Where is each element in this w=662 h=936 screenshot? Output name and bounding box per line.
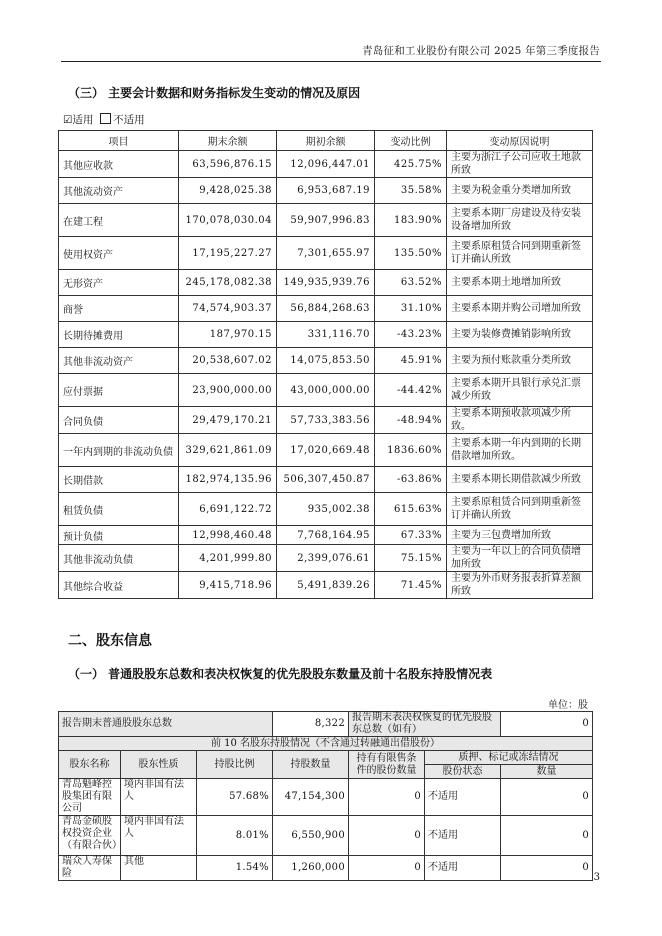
shareholder-restricted: 0 (349, 856, 425, 881)
row-change-ratio: 425.75% (375, 151, 447, 178)
row-item: 商誉 (59, 296, 179, 322)
row-item: 无形资产 (59, 270, 179, 296)
row-end-balance: 6,691,122.72 (179, 493, 277, 526)
table-row (59, 493, 593, 526)
page-number: 3 (593, 872, 600, 883)
row-reason: 主要系原租赁合同到期重新签订并确认所致 (447, 237, 593, 270)
shareholder-pledge-status: 不适用 (425, 856, 501, 881)
shareholder-pledge-amount: 0 (501, 816, 593, 856)
row-begin-balance: 331,116.70 (277, 322, 375, 348)
row-change-ratio: 615.63% (375, 493, 447, 526)
shareholder-name: 青岛金硕股权投资企业（有限合伙） (59, 816, 121, 856)
row-reason: 主要系本期并购公司增加所致 (447, 296, 593, 322)
table-row (59, 751, 593, 765)
shareholder-pledge-amount: 0 (501, 856, 593, 881)
shareholder-nature: 境内非国有法人 (121, 779, 197, 816)
row-end-balance: 20,538,607.02 (179, 348, 277, 374)
row-item: 其他综合收益 (59, 572, 179, 599)
shareholder-restricted: 0 (349, 779, 425, 816)
shareholder-restricted: 0 (349, 816, 425, 856)
column-header: 变动原因说明 (447, 131, 593, 151)
shareholder-ratio: 57.68% (197, 779, 273, 816)
table-row (59, 374, 593, 407)
row-end-balance: 23,900,000.00 (179, 374, 277, 407)
shareholder-table (58, 711, 593, 881)
row-begin-balance: 17,020,669.48 (277, 434, 375, 467)
row-change-ratio: -43.23% (375, 322, 447, 348)
shareholder-quantity: 47,154,300 (273, 779, 349, 816)
row-reason: 主要为装修费摊销影响所致 (447, 322, 593, 348)
row-change-ratio: 135.50% (375, 237, 447, 270)
row-reason: 主要系本期开具银行承兑汇票减少所致 (447, 374, 593, 407)
row-reason: 主要系本期厂房建设及待安装设备增加所致 (447, 204, 593, 237)
row-reason: 主要为税金重分类增加所致 (447, 178, 593, 204)
row-change-ratio: -44.42% (375, 374, 447, 407)
row-end-balance: 182,974,135.96 (179, 467, 277, 493)
shareholder-pledge-status: 不适用 (425, 816, 501, 856)
preferred-shareholders-label: 报告期末表决权恢复的优先股股东总数（如有） (349, 712, 501, 737)
header-divider (61, 61, 601, 62)
column-header: 股东性质 (121, 751, 197, 779)
row-item: 其他应收款 (59, 151, 179, 178)
row-item: 租赁负债 (59, 493, 179, 526)
row-end-balance: 329,621,861.09 (179, 434, 277, 467)
table-row (59, 712, 593, 737)
row-end-balance: 12,998,460.48 (179, 526, 277, 545)
table-row (59, 779, 593, 816)
row-begin-balance: 56,884,268.63 (277, 296, 375, 322)
not-applicable-label: 不适用 (113, 114, 145, 126)
row-item: 应付票据 (59, 374, 179, 407)
table-row (59, 545, 593, 572)
row-change-ratio: -48.94% (375, 407, 447, 434)
row-change-ratio: 1836.60% (375, 434, 447, 467)
table-header-row (59, 131, 593, 151)
shareholder-name: 青岛魁峰控股集团有限公司 (59, 779, 121, 816)
row-item: 使用权资产 (59, 237, 179, 270)
row-change-ratio: 71.45% (375, 572, 447, 599)
column-header: 持股比例 (197, 751, 273, 779)
total-shareholders-value: 8,322 (273, 712, 349, 737)
row-end-balance: 9,428,025.38 (179, 178, 277, 204)
row-reason: 主要为浙江子公司应收土地款所致 (447, 151, 593, 178)
row-reason: 主要系原租赁合同到期重新签订并确认所致 (447, 493, 593, 526)
table-row (59, 348, 593, 374)
row-begin-balance: 57,733,383.56 (277, 407, 375, 434)
row-item: 其他非流动负债 (59, 545, 179, 572)
report-header: 青岛征和工业股份有限公司 2025 年第三季度报告 (362, 45, 600, 57)
shareholder-ratio: 8.01% (197, 816, 273, 856)
shareholder-nature: 境内非国有法人 (121, 816, 197, 856)
table-row (59, 296, 593, 322)
row-item: 长期待摊费用 (59, 322, 179, 348)
row-reason: 主要为一年以上的合同负债增加所致 (447, 545, 593, 572)
row-begin-balance: 5,491,839.26 (277, 572, 375, 599)
row-begin-balance: 6,953,687.19 (277, 178, 375, 204)
row-end-balance: 9,415,718.96 (179, 572, 277, 599)
shareholder-name: 瑞众人寿保险 (59, 856, 121, 881)
shareholder-nature: 其他 (121, 856, 197, 881)
column-header: 数量 (501, 765, 593, 779)
row-begin-balance: 43,000,000.00 (277, 374, 375, 407)
shareholder-section-title: 二、股东信息 (68, 633, 152, 649)
table-row (59, 572, 593, 599)
row-reason: 主要为外币财务报表折算差额所致 (447, 572, 593, 599)
row-change-ratio: 35.58% (375, 178, 447, 204)
table-row (59, 467, 593, 493)
row-begin-balance: 506,307,450.87 (277, 467, 375, 493)
row-begin-balance: 59,907,996.83 (277, 204, 375, 237)
shareholder-quantity: 6,550,900 (273, 816, 349, 856)
row-end-balance: 170,078,030.04 (179, 204, 277, 237)
row-change-ratio: 75.15% (375, 545, 447, 572)
table-row (59, 856, 593, 881)
shareholder-subtitle: （一） 普通股股东总数和表决权恢复的优先股股东数量及前十名股东持股情况表 (68, 667, 493, 681)
column-header: 股份状态 (425, 765, 501, 779)
applicable-indicator (63, 112, 145, 127)
row-begin-balance: 2,399,076.61 (277, 545, 375, 572)
column-header: 期末余额 (179, 131, 277, 151)
table-row (59, 237, 593, 270)
row-end-balance: 29,479,170.21 (179, 407, 277, 434)
row-change-ratio: 183.90% (375, 204, 447, 237)
table-row (59, 151, 593, 178)
shareholder-quantity: 1,260,000 (273, 856, 349, 881)
table-row (59, 407, 593, 434)
applicable-label: 适用 (72, 114, 94, 126)
row-reason: 主要为三包费增加所致 (447, 526, 593, 545)
row-reason: 主要系本期土地增加所致 (447, 270, 593, 296)
row-reason: 主要系本期长期借款减少所致 (447, 467, 593, 493)
row-item: 长期借款 (59, 467, 179, 493)
column-header: 项目 (59, 131, 179, 151)
row-end-balance: 4,201,999.80 (179, 545, 277, 572)
total-shareholders-label: 报告期末普通股股东总数 (59, 712, 273, 737)
row-reason: 主要为预付账款重分类所致 (447, 348, 593, 374)
row-begin-balance: 12,096,447.01 (277, 151, 375, 178)
column-header: 持有有限售条件的股份数量 (349, 751, 425, 779)
column-header: 期初余额 (277, 131, 375, 151)
row-change-ratio: 67.33% (375, 526, 447, 545)
row-change-ratio: -63.86% (375, 467, 447, 493)
row-end-balance: 187,970.15 (179, 322, 277, 348)
column-header: 股东名称 (59, 751, 121, 779)
row-end-balance: 63,596,876.15 (179, 151, 277, 178)
top10-heading: 前 10 名股东持股情况（不含通过转融通出借股份） (59, 737, 593, 751)
column-header: 持股数量 (273, 751, 349, 779)
row-reason: 主要系本期预收款项减少所致。 (447, 407, 593, 434)
row-item: 一年内到期的非流动负债 (59, 434, 179, 467)
row-change-ratio: 63.52% (375, 270, 447, 296)
table-row (59, 178, 593, 204)
row-begin-balance: 7,301,655.97 (277, 237, 375, 270)
shareholder-pledge-status: 不适用 (425, 779, 501, 816)
financial-changes-table (58, 130, 593, 599)
row-item: 预计负债 (59, 526, 179, 545)
row-item: 合同负债 (59, 407, 179, 434)
row-item: 其他流动资产 (59, 178, 179, 204)
row-item: 其他非流动资产 (59, 348, 179, 374)
row-change-ratio: 31.10% (375, 296, 447, 322)
column-header: 质押、标记或冻结情况 (425, 751, 593, 765)
row-begin-balance: 935,002.38 (277, 493, 375, 526)
row-begin-balance: 14,075,853.50 (277, 348, 375, 374)
row-reason: 主要系本期一年内到期的长期借款增加所致。 (447, 434, 593, 467)
preferred-shareholders-value: 0 (501, 712, 593, 737)
shareholder-ratio: 1.54% (197, 856, 273, 881)
unit-label: 单位：股 (548, 700, 588, 711)
row-end-balance: 74,574,903.37 (179, 296, 277, 322)
shareholder-pledge-amount: 0 (501, 779, 593, 816)
table-row (59, 270, 593, 296)
not-applicable-checkbox (100, 113, 111, 124)
row-begin-balance: 7,768,164.95 (277, 526, 375, 545)
table-row (59, 434, 593, 467)
row-end-balance: 17,195,227.27 (179, 237, 277, 270)
applicable-checkbox: ☑ (63, 114, 73, 126)
row-begin-balance: 149,935,939.76 (277, 270, 375, 296)
table-row (59, 204, 593, 237)
row-end-balance: 245,178,082.38 (179, 270, 277, 296)
table-row (59, 526, 593, 545)
table-row (59, 737, 593, 751)
row-item: 在建工程 (59, 204, 179, 237)
table-row (59, 322, 593, 348)
row-change-ratio: 45.91% (375, 348, 447, 374)
table-row (59, 816, 593, 856)
section-title: （三） 主要会计数据和财务指标发生变动的情况及原因 (68, 86, 361, 100)
column-header: 变动比例 (375, 131, 447, 151)
